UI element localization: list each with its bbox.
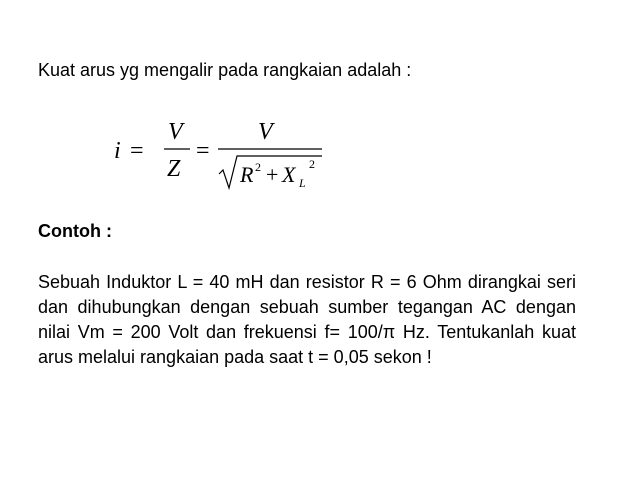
example-problem-text: Sebuah Induktor L = 40 mH dan resistor R = 6 Ohm dirangkai seri dan dihubungkan dengan sebuah sumber tegangan AC dengan nilai Vm = 200 Volt dan frekuensi f= 100/π Hz. Tentukanlah kuat arus melalui rangkaian pada saat t = 0,05 sekon ! bbox=[38, 272, 576, 367]
example-heading: Contoh : bbox=[38, 221, 112, 241]
formula-equals-1: = bbox=[130, 138, 144, 164]
formula-voltage-symbol-2: V bbox=[258, 119, 273, 145]
formula-resistance-symbol: R bbox=[240, 162, 254, 187]
formula-reactance-symbol: X bbox=[282, 162, 296, 187]
formula-resistance-exponent: 2 bbox=[255, 160, 261, 174]
formula-reactance-subscript: L bbox=[299, 176, 306, 190]
current-formula bbox=[110, 112, 340, 194]
formula-voltage-symbol-1: V bbox=[168, 119, 183, 145]
intro-text: Kuat arus yg mengalir pada rangkaian adalah : bbox=[38, 60, 412, 80]
formula-graphic bbox=[110, 112, 340, 194]
formula-current-symbol: i bbox=[114, 138, 121, 164]
formula-plus-sign: + bbox=[266, 162, 279, 187]
formula-impedance-symbol: Z bbox=[167, 156, 181, 182]
formula-reactance-exponent: 2 bbox=[309, 157, 315, 171]
formula-equals-2: = bbox=[196, 138, 210, 164]
